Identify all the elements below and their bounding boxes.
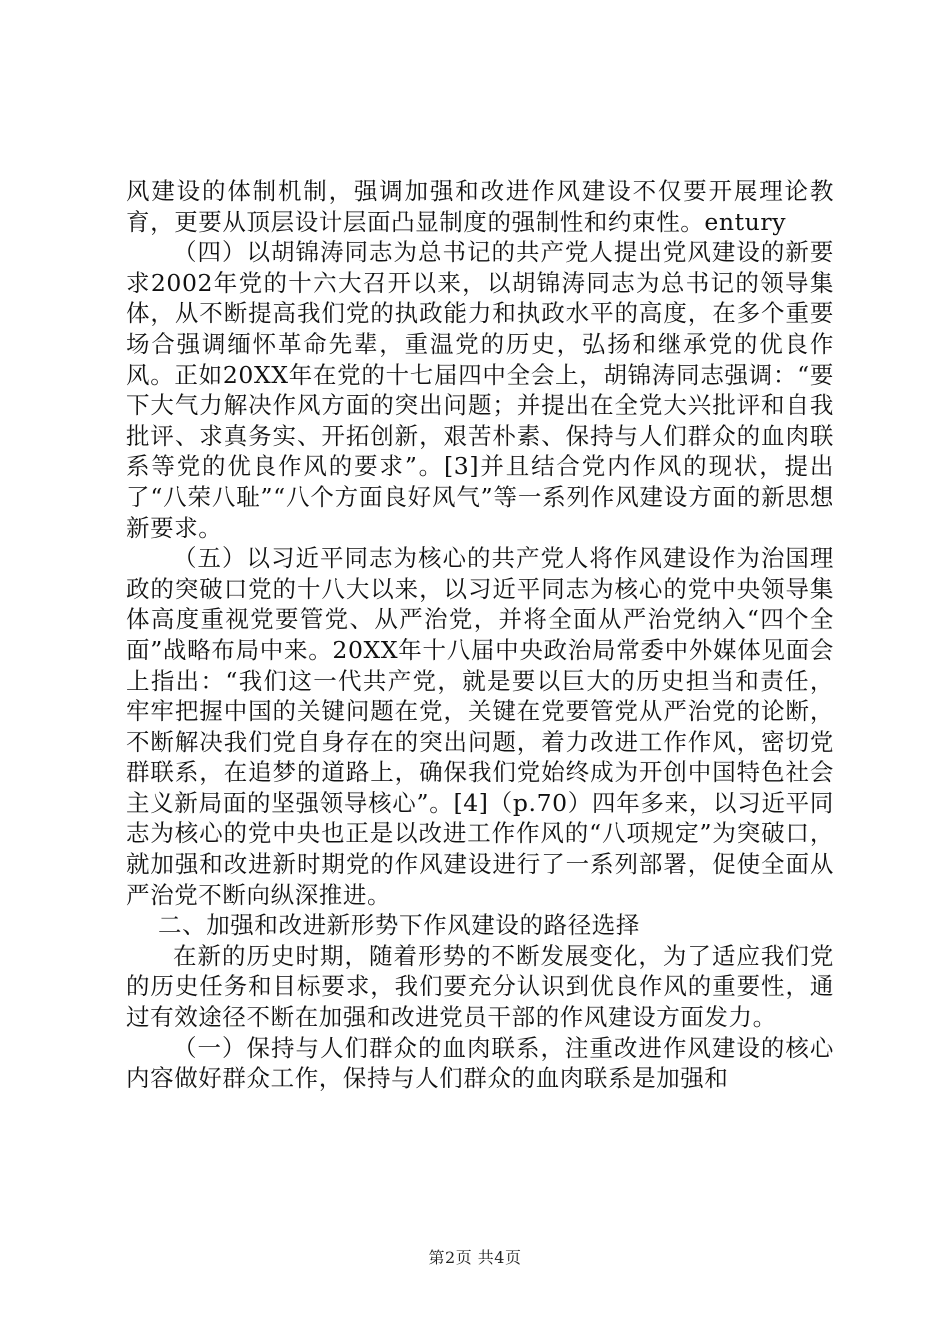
paragraph-6: （一）保持与人们群众的血肉联系，注重改进作风建设的核心内容做好群众工作，保持与人们群众的血肉联系是加强和 [126,1033,834,1093]
section-heading: 二、加强和改进新形势下作风建设的路径选择 [158,911,640,940]
paragraph-2: （四）以胡锦涛同志为总书记的共产党人提出党风建设的新要求2002年党的十六大召开以来，以胡锦涛同志为总书记的领导集体，从不断提高我们党的执政能力和执政水平的高度，在多个重要场合强调缅怀革命先辈，重温党的历史，弘扬和继承党的优良作风。正如20XX年在党的十七届四中全会上，胡锦涛同志强调：“要下大气力解决作风方面的突出问题；并提出在全党大兴批评和自我批评、求真务实、开拓创新，艰苦朴素、保持与人们群众的血肉联系等党的优良作风的要求”。[3]并且结合党内作风的现状，提出了“八荣八耻”“八个方面良好风气”等一系列作风建设方面的新思想新要求。 [126,238,834,542]
paragraph-3: （五）以习近平同志为核心的共产党人将作风建设作为治国理政的突破口党的十八大以来，以习近平同志为核心的党中央领导集体高度重视党要管党、从严治党，并将全面从严治党纳入“四个全面”战略布局中来。20XX年十八届中央政治局常委中外媒体见面会上指出：“我们这一代共产党，就是要以巨大的历史担当和责任，牢牢把握中国的关键问题在党，关键在党要管党从严治党的论断，不断解决我们党自身存在的突出问题，着力改进工作作风，密切党群联系，在追梦的道路上，确保我们党始终成为开创中国特色社会主义新局面的坚强领导核心”。[4]（p.70）四年多来，以习近平同志为核心的党中央也正是以改进工作作风的“八项规定”为突破口，就加强和改进新时期党的作风建设进行了一系列部署，促使全面从严治党不断向纵深推进。 [126,544,834,909]
page-number-footer: 第2页 共4页 [428,1248,522,1267]
document-body [126,176,834,1094]
paragraph-5: 在新的历史时期，随着形势的不断发展变化，为了适应我们党的历史任务和目标要求，我们要充分认识到优良作风的重要性，通过有效途径不断在加强和改进党员干部的作风建设方面发力。 [126,941,834,1032]
paragraph-1: 风建设的体制机制，强调加强和改进作风建设不仅要开展理论教育，更要从顶层设计层面凸显制度的强制性和约束性。entury [126,177,834,236]
